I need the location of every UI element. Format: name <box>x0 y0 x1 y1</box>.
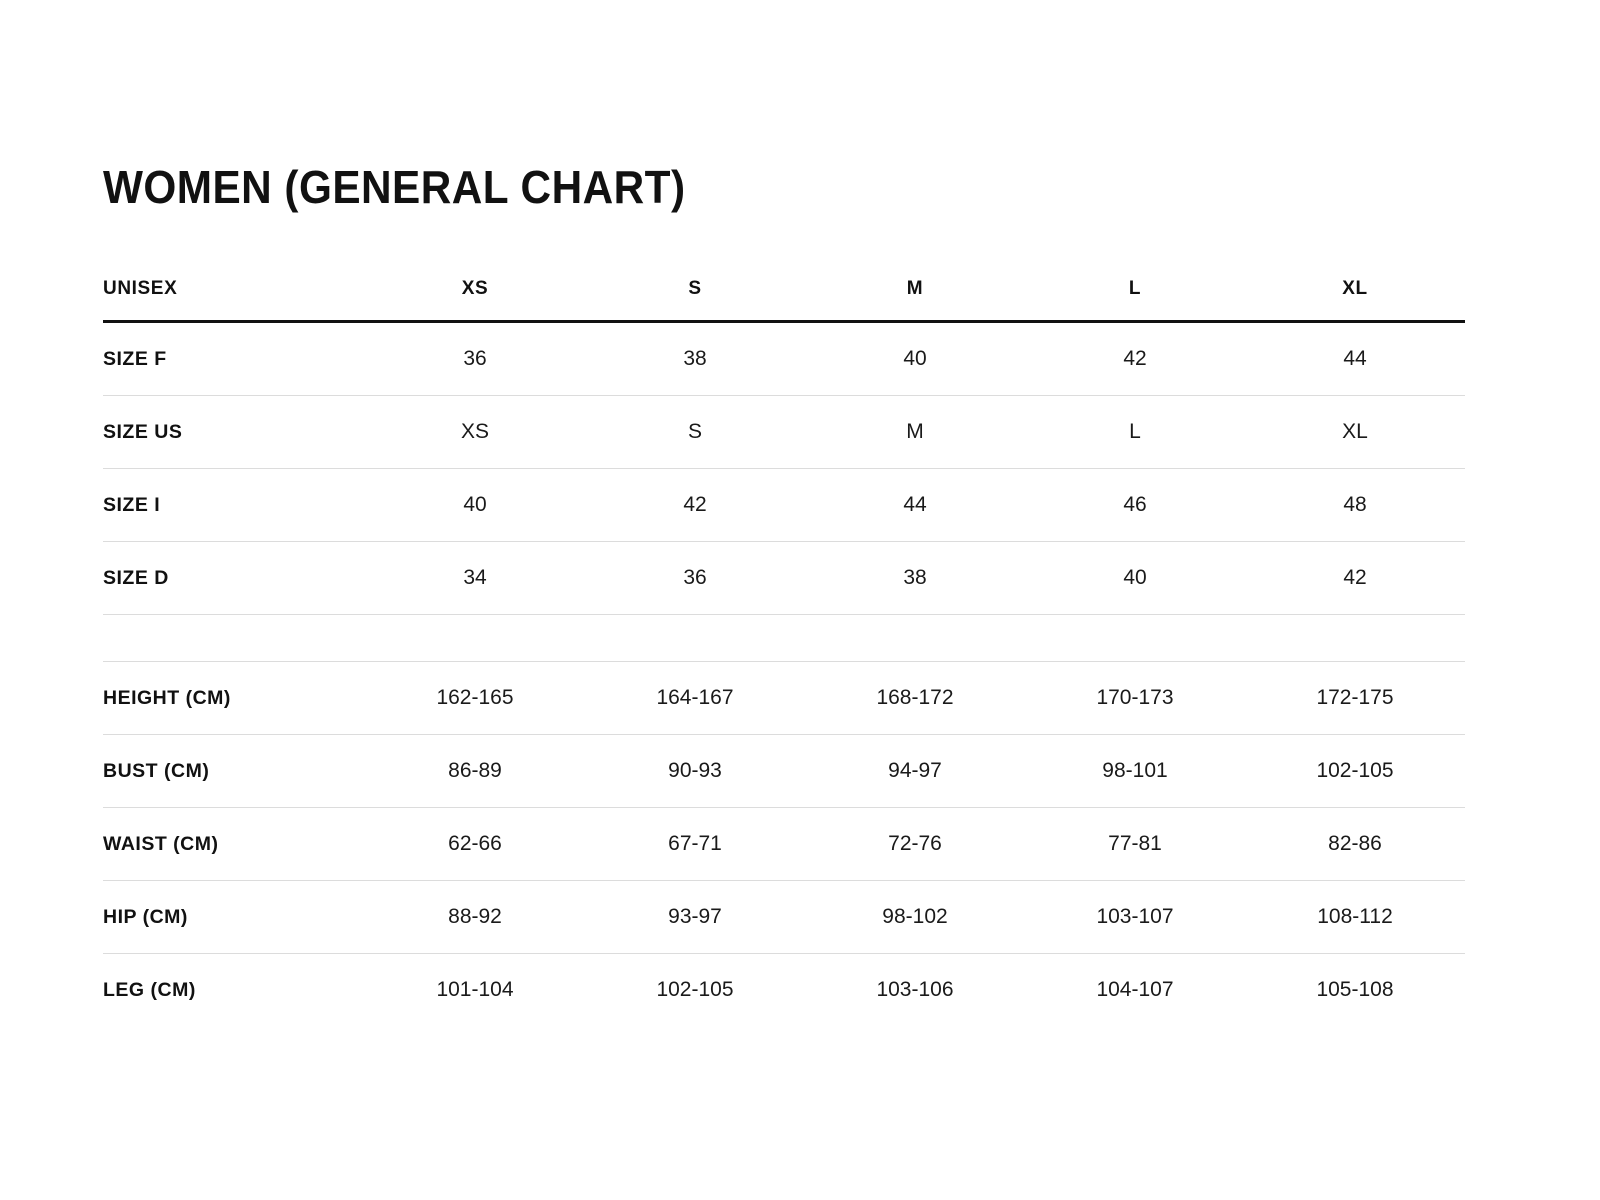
row-label: SIZE I <box>103 469 365 542</box>
cell <box>1025 615 1245 662</box>
cell <box>1245 615 1465 662</box>
cell: XS <box>365 396 585 469</box>
cell: 42 <box>1025 322 1245 396</box>
row-label: BUST (CM) <box>103 735 365 808</box>
cell: 170-173 <box>1025 662 1245 735</box>
cell: 44 <box>805 469 1025 542</box>
header-col-xl: XL <box>1245 258 1465 322</box>
cell: 94-97 <box>805 735 1025 808</box>
row-label: SIZE D <box>103 542 365 615</box>
cell: 44 <box>1245 322 1465 396</box>
cell: M <box>805 396 1025 469</box>
cell: 86-89 <box>365 735 585 808</box>
cell: 77-81 <box>1025 808 1245 881</box>
row-label: HIP (CM) <box>103 881 365 954</box>
cell: 88-92 <box>365 881 585 954</box>
cell: 40 <box>805 322 1025 396</box>
cell: 34 <box>365 542 585 615</box>
header-col-m: M <box>805 258 1025 322</box>
row-label: SIZE US <box>103 396 365 469</box>
cell: 101-104 <box>436 978 514 1001</box>
cell: 98-102 <box>805 881 1025 954</box>
cell: 42 <box>585 469 805 542</box>
row-label <box>103 615 365 662</box>
cell <box>365 615 585 662</box>
table-header-row <box>103 258 1465 322</box>
cell <box>585 615 805 662</box>
table-row <box>103 662 1465 735</box>
cell: 46 <box>1025 469 1245 542</box>
cell: 168-172 <box>805 662 1025 735</box>
cell: 172-175 <box>1245 662 1465 735</box>
cell: 62-66 <box>365 808 585 881</box>
cell: 102-105 <box>656 978 734 1001</box>
cell: S <box>585 396 805 469</box>
cell: 108-112 <box>1245 881 1465 954</box>
cell: L <box>1025 396 1245 469</box>
cell: 38 <box>585 322 805 396</box>
cell: 98-101 <box>1025 735 1245 808</box>
page-title: WOMEN (GENERAL CHART) <box>103 161 686 213</box>
cell: 105-108 <box>1316 978 1394 1001</box>
header-col-xs: XS <box>365 258 585 322</box>
row-label: WAIST (CM) <box>103 808 365 881</box>
table-row <box>103 469 1465 542</box>
cell: 82-86 <box>1245 808 1465 881</box>
cell: 42 <box>1245 542 1465 615</box>
cell: 104-107 <box>1096 978 1174 1001</box>
cell: 93-97 <box>585 881 805 954</box>
cell: 162-165 <box>365 662 585 735</box>
table-row <box>103 954 1465 1027</box>
row-label: SIZE F <box>103 322 365 396</box>
row-label: LEG (CM) <box>103 978 196 1001</box>
header-col-l: L <box>1025 258 1245 322</box>
cell: 103-107 <box>1025 881 1245 954</box>
table-spacer-row <box>103 615 1465 662</box>
cell: 72-76 <box>805 808 1025 881</box>
cell: 103-106 <box>876 978 954 1001</box>
header-col-s: S <box>585 258 805 322</box>
row-label: HEIGHT (CM) <box>103 662 365 735</box>
cell: 90-93 <box>585 735 805 808</box>
cell: 40 <box>1025 542 1245 615</box>
table-row <box>103 808 1465 881</box>
cell: 36 <box>365 322 585 396</box>
size-chart-table <box>103 258 1465 1026</box>
cell: 48 <box>1245 469 1465 542</box>
cell: 38 <box>805 542 1025 615</box>
table-row <box>103 542 1465 615</box>
header-row-label: UNISEX <box>103 258 365 322</box>
cell: 36 <box>585 542 805 615</box>
cell: 40 <box>365 469 585 542</box>
table-row <box>103 735 1465 808</box>
table-row <box>103 322 1465 396</box>
cell: 67-71 <box>585 808 805 881</box>
cell: 164-167 <box>585 662 805 735</box>
cell: XL <box>1245 396 1465 469</box>
table-row <box>103 881 1465 954</box>
table-row <box>103 396 1465 469</box>
cell <box>805 615 1025 662</box>
cell: 102-105 <box>1245 735 1465 808</box>
